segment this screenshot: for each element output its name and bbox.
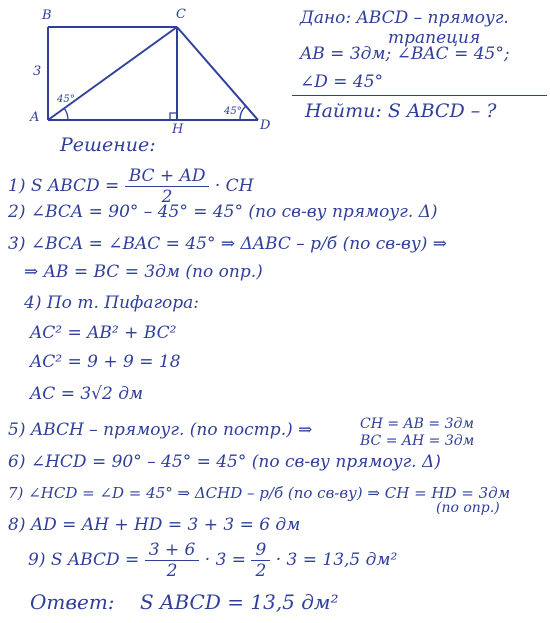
- step-4-pythagoras: AC² = AB² + BC²: [30, 323, 177, 343]
- step-4-result: AC = 3√2 дм: [30, 384, 144, 404]
- step-3-cont: ⇒ AB = BC = 3дм (по опр.): [24, 262, 263, 282]
- step-4-sum: AC² = 9 + 9 = 18: [30, 352, 181, 372]
- step-2: 2) ∠BCA = 90° – 45° = 45° (по св-ву прямоуг. Δ): [8, 202, 438, 222]
- step-1: 1) S ABCD = $\frac{BC + AD}{2}$ · CH: [8, 166, 254, 207]
- angle-bac-label: 45°: [57, 94, 75, 105]
- vertex-b-label: B: [42, 8, 52, 23]
- given-divider: [292, 95, 547, 96]
- side-ab-length: 3: [33, 64, 42, 79]
- vertex-d-label: D: [260, 118, 271, 133]
- step-9: 9) S ABCD = $\frac{3 + 6}{2}$ · 3 = $\frac{9}{2}$ · 3 = 13,5 дм²: [28, 540, 398, 581]
- step-8: 8) AD = AH + HD = 3 + 3 = 6 дм: [8, 515, 301, 535]
- solution-header: Решение:: [60, 134, 156, 156]
- step-5-aside-2: BC = AH = 3дм: [360, 433, 475, 449]
- step-4: 4) По т. Пифагора:: [24, 293, 200, 313]
- answer-label: Ответ:: [30, 590, 115, 614]
- right-angle-mark: [170, 113, 177, 120]
- answer-line: [30, 590, 339, 614]
- vertex-a-label: A: [30, 110, 40, 125]
- step-7: 7) ∠HCD = ∠D = 45° ⇒ ΔCHD – р/б (по св-ву) ⇒ CH = HD = 3дм: [8, 484, 511, 502]
- step-5: 5) ABCH – прямоуг. (по постр.) ⇒: [8, 420, 313, 440]
- angle-d-label: 45°: [224, 106, 242, 117]
- step-3: 3) ∠BCA = ∠BAC = 45° ⇒ ΔABC – р/б (по св-ву) ⇒: [8, 234, 447, 254]
- given-line-2: ∠D = 45°: [300, 72, 384, 92]
- step-7-aside: (по опр.): [436, 500, 500, 516]
- vertex-c-label: C: [176, 7, 186, 22]
- diagonal-ac: [48, 27, 177, 120]
- find-line: Найти: S ABCD – ?: [305, 100, 497, 122]
- step-5-aside-1: CH = AB = 3дм: [360, 416, 474, 432]
- answer-value: S ABCD = 13,5 дм²: [139, 590, 339, 614]
- given-title-cont: трапеция: [388, 28, 481, 48]
- vertex-h-label: H: [172, 122, 184, 137]
- angle-arc-a: [64, 108, 68, 120]
- given-title: Дано: ABCD – прямоуг.: [300, 8, 509, 28]
- given-line-1: AB = 3дм; ∠BAC = 45°;: [300, 44, 510, 64]
- step-6: 6) ∠HCD = 90° – 45° = 45° (по св-ву прямоуг. Δ): [8, 452, 441, 472]
